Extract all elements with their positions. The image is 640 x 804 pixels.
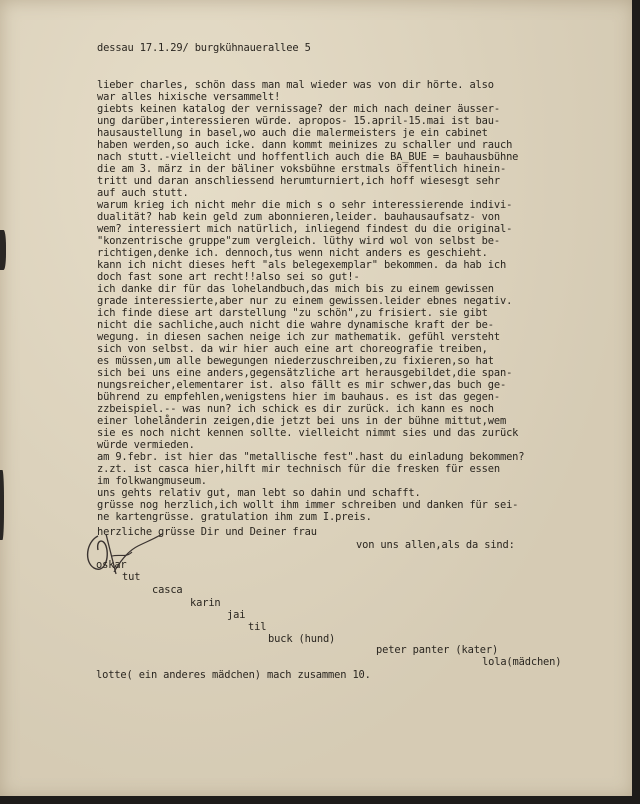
body-line: haben werden,so auch icke. dann kommt meinizes zu schaller und rauch <box>97 139 513 151</box>
scan-border <box>632 0 640 804</box>
body-line: grüsse nog herzlich,ich wollt ihm immer schreiben und danken für sei- <box>97 499 519 511</box>
name-lola: lola(mädchen) <box>482 656 562 668</box>
body-line: am 9.febr. ist hier das "metallische fest".hast du einladung bekommen? <box>97 451 525 463</box>
body-line: tritt und daran anschliessend herumturniert,ich hoff wiesesgt sehr <box>97 175 500 187</box>
body-line: z.zt. ist casca hier,hilft mir technisch für die fresken für essen <box>97 463 500 475</box>
paper-tear <box>0 230 6 270</box>
body-line: wem? interessiert mich natürlich, inliegend findest du die original- <box>97 223 513 235</box>
body-line: sie es noch nicht kennen sollte. vielleicht nimmt sies und das zurück <box>97 427 519 439</box>
body-line: es müssen,um alle bewegungen niederzuschreiben,zu fixieren,so hat <box>97 355 494 367</box>
scan-border <box>0 796 640 804</box>
letter-header: dessau 17.1.29/ burgkühnauerallee 5 <box>97 42 311 54</box>
body-line: warum krieg ich nicht mehr die mich s o sehr interessierende indivi- <box>97 199 513 211</box>
name-peter: peter panter (kater) <box>376 644 499 656</box>
name-til: til <box>248 621 267 633</box>
body-line: würde vermieden. <box>97 439 195 451</box>
body-line: sich von selbst. da wir hier auch eine art choreografie treiben, <box>97 343 488 355</box>
name-karin: karin <box>190 597 221 609</box>
body-line: richtigen,denke ich. dennoch,tus wenn nicht anders es geschieht. <box>97 247 488 259</box>
body-line: nicht die sachliche,auch nicht die wahre dynamische kraft der be- <box>97 319 494 331</box>
body-line: nach stutt.-vielleicht und hoffentlich auch die BA_BUE = bauhausbühne <box>97 151 519 163</box>
body-line: ich finde diese art darstellung "zu schön",zu frisiert. sie gibt <box>97 307 488 319</box>
body-line: dualität? hab kein geld zum abonnieren,leider. bauhausaufsatz- von <box>97 211 500 223</box>
name-jai: jai <box>227 609 246 621</box>
body-line: lieber charles, schön dass man mal wieder was von dir hörte. also <box>97 79 494 91</box>
name-tut: tut <box>122 571 141 583</box>
body-line: zzbeispiel.-- was nun? ich schick es dir zurück. ich kann es noch <box>97 403 494 415</box>
body-line: wegung. in diesen sachen neige ich zur mathematik. gefühl versteht <box>97 331 500 343</box>
body-line: nungsreicher,elementarer ist. also fällt es mir schwer,das buch ge- <box>97 379 507 391</box>
paper-tear <box>0 470 4 540</box>
body-line: bührend zu empfehlen,wenigstens hier im bauhaus. es ist das gegen- <box>97 391 500 403</box>
body-line: giebts keinen katalog der vernissage? der mich nach deiner äusser- <box>97 103 500 115</box>
body-line: einer lohelånderin zeigen,die jetzt bei uns in der bühne mittut,wem <box>97 415 507 427</box>
handwritten-signature <box>76 528 166 588</box>
final-line: lotte( ein anderes mädchen) mach zusammen 10. <box>96 669 371 681</box>
body-line: grade interessierte,aber nur zu einem gewissen.leider ebnes negativ. <box>97 295 513 307</box>
body-line: ich danke dir für das lohelandbuch,das mich bis zu einem gewissen <box>97 283 494 295</box>
closing-greeting: herzliche grüsse Dir und Deiner frau <box>97 526 317 538</box>
body-line: die am 3. märz in der bäliner voksbühne erstmals öffentlich hinein- <box>97 163 507 175</box>
body-line: doch fast sone art recht!!also sei so gut!- <box>97 271 360 283</box>
body-line: hausaustellung in basel,wo auch die malermeisters je ein cabinet <box>97 127 488 139</box>
body-line: war alles hixische versammelt! <box>97 91 281 103</box>
name-oskar: oskar <box>96 559 127 571</box>
body-line: kann ich nicht dieses heft "als belegexemplar" bekommen. da hab ich <box>97 259 507 271</box>
closing-from: von uns allen,als da sind: <box>356 539 515 551</box>
body-line: auf auch stutt. <box>97 187 189 199</box>
body-line: ung darüber,interessieren würde. apropos- 15.april-15.mai ist bau- <box>97 115 500 127</box>
body-line: uns gehts relativ gut, man lebt so dahin und schafft. <box>97 487 421 499</box>
body-line: im folkwangmuseum. <box>97 475 207 487</box>
body-line: ne kartengrüsse. gratulation ihm zum I.preis. <box>97 511 372 523</box>
body-line: sich bei uns eine anders,gegensätzliche art herausgebildet,die span- <box>97 367 513 379</box>
name-buck: buck (hund) <box>268 633 336 645</box>
body-line: "konzentrische gruppe"zum vergleich. lüthy wird wol von selbst be- <box>97 235 500 247</box>
name-casca: casca <box>152 584 183 596</box>
